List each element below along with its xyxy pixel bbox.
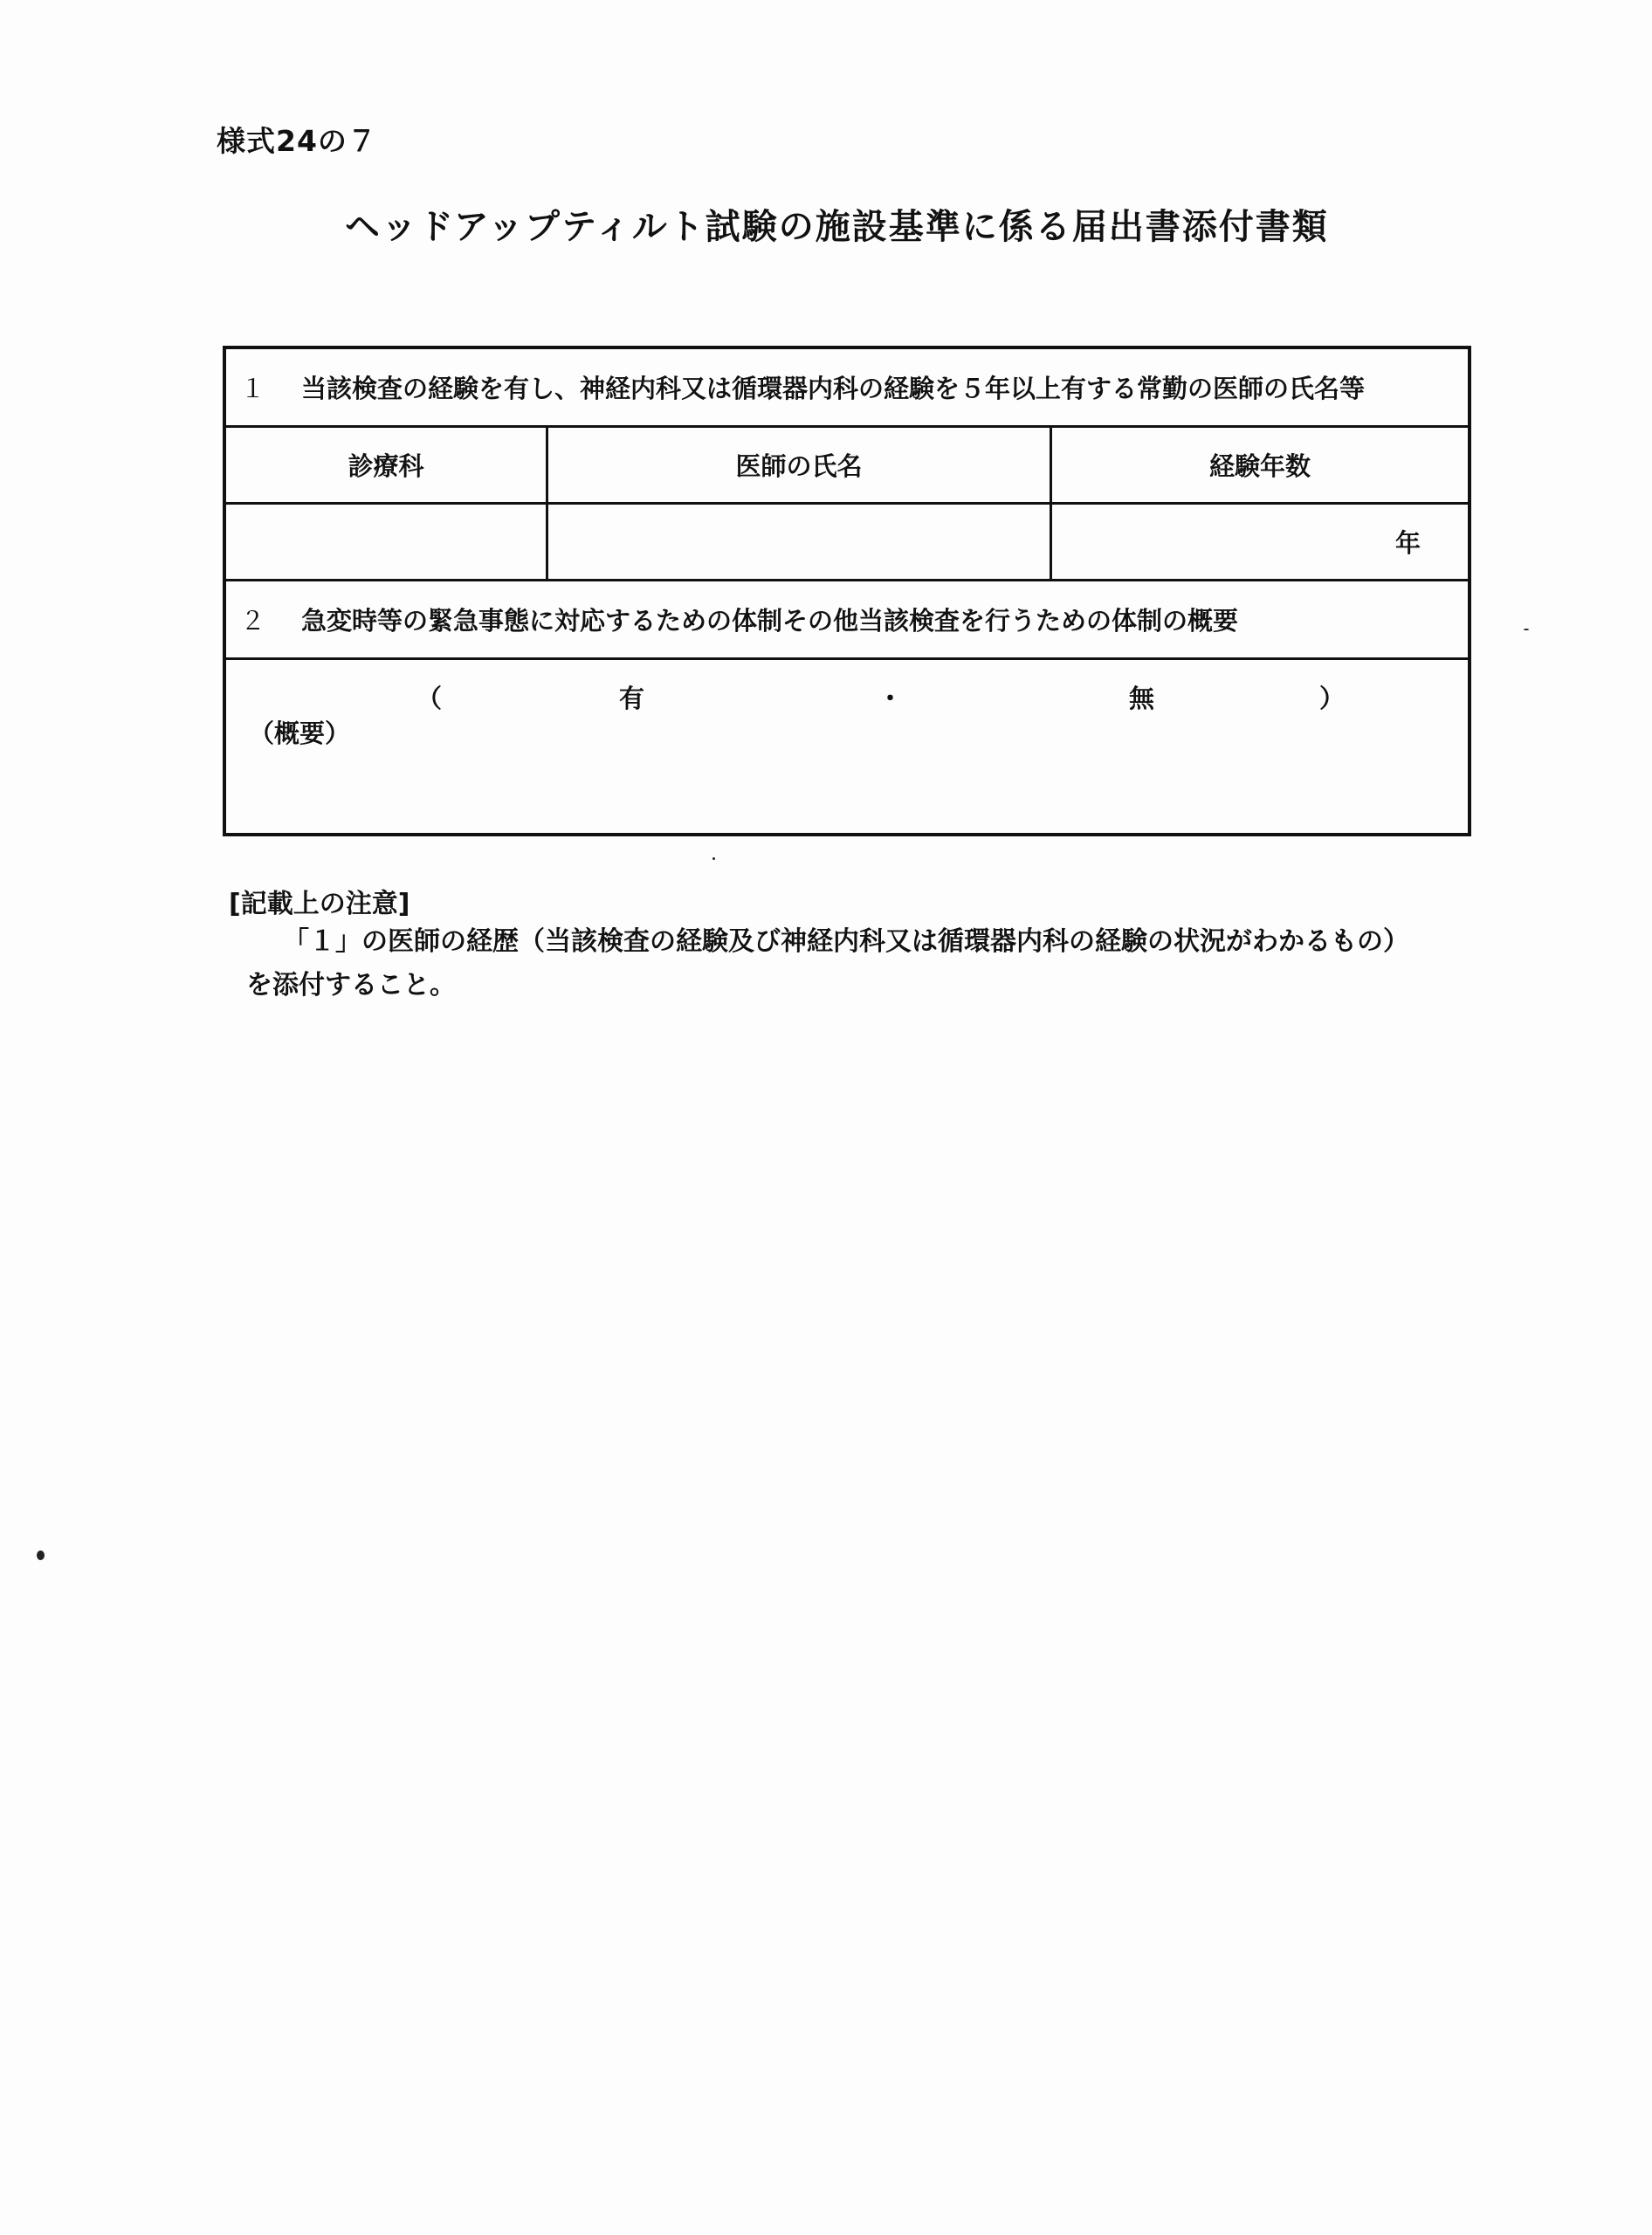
section-1-heading	[226, 349, 1468, 428]
column-header-doctor-name: 医師の氏名	[548, 428, 1052, 502]
section-1-entry-row	[226, 505, 1468, 581]
scan-speck	[1524, 629, 1529, 630]
choice-yes[interactable]: 有	[619, 684, 645, 713]
section-1-number: １	[240, 374, 266, 403]
section-2-number: ２	[240, 606, 266, 636]
section-1-heading-text: 当該検査の経験を有し、神経内科又は循環器内科の経験を５年以上有する常勤の医師の氏名等	[301, 374, 1366, 403]
choice-close-paren: ）	[1319, 684, 1346, 713]
scan-speck	[37, 1551, 45, 1560]
choice-separator: ・	[878, 684, 904, 713]
page-title: ヘッドアップティルト試験の施設基準に係る届出書添付書類	[345, 207, 1329, 247]
section-1-column-headers	[226, 428, 1468, 505]
form-table	[223, 346, 1471, 836]
scan-speck	[712, 857, 715, 860]
section-2-overview	[226, 660, 1468, 833]
notes-line-2: を添付すること。	[246, 970, 456, 1001]
department-field[interactable]	[226, 505, 548, 579]
form-number: 様式24の７	[217, 124, 377, 158]
notes-heading: [記載上の注意]	[229, 889, 410, 919]
year-unit-label: 年	[1394, 528, 1421, 558]
overview-label: （概要）	[249, 719, 351, 748]
column-header-years-experience: 経験年数	[1208, 451, 1311, 481]
notes-line-1: 「１」の医師の経歴（当該検査の経験及び神経内科又は循環器内科の経験の状況がわかるもの）	[283, 926, 1409, 957]
section-2-heading-text: 急変時等の緊急事態に対応するための体制その他当該検査を行うための体制の概要	[301, 606, 1239, 636]
choice-open-paren: （	[416, 684, 443, 713]
doctor-name-field[interactable]	[548, 505, 1052, 579]
notes-body	[246, 920, 1486, 1007]
section-2-heading	[226, 581, 1468, 660]
choice-no[interactable]: 無	[1129, 684, 1155, 713]
years-experience-field[interactable]	[1052, 505, 1468, 579]
column-header-department: 診療科	[226, 428, 548, 502]
